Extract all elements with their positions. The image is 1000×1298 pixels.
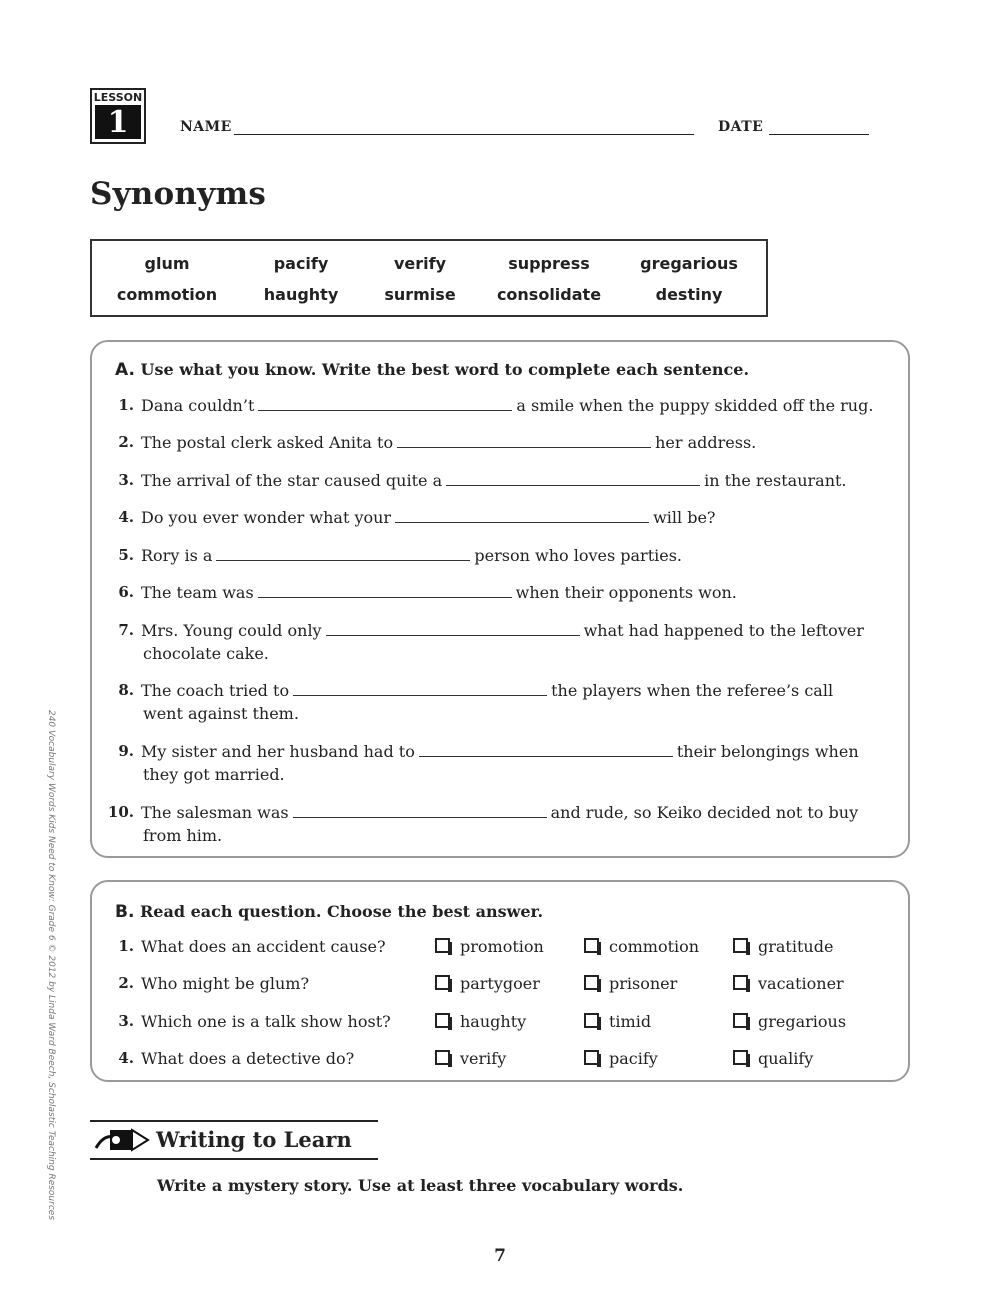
lesson-label: LESSON [93,91,143,104]
answer-option[interactable] [733,974,844,993]
question-number: 2. [118,974,134,992]
section-b-heading [115,902,543,922]
item-text-after: in the restaurant. [704,471,847,490]
item-text-before: The team was [141,583,254,602]
option-label: gratitude [758,937,834,956]
item-text-after: and rude, so Keiko decided not to buy [550,803,859,822]
word-bank-word: destiny [655,285,723,304]
option-label: promotion [460,937,544,956]
answer-option[interactable] [584,1049,658,1068]
answer-blank[interactable] [397,433,651,448]
section-a [90,340,910,858]
item-text-after: a smile when the puppy skidded off the rug. [516,396,874,415]
answer-blank[interactable] [216,546,470,561]
item-text-before: Rory is a [141,546,213,565]
item-text-after: person who loves parties. [474,546,683,565]
question-text: Which one is a talk show host? [141,1012,391,1031]
pen-writing-icon [92,1124,152,1156]
item-number: 1. [118,396,134,414]
item-text-before: Do you ever wonder what your [141,508,392,527]
answer-option[interactable] [733,937,833,956]
option-label: qualify [758,1049,814,1068]
checkbox[interactable] [435,1050,450,1065]
lesson-number: 1 [95,105,141,139]
item-number: 2. [118,433,134,451]
item-text-before: The postal clerk asked Anita to [141,433,394,452]
answer-blank[interactable] [293,803,547,818]
checkbox[interactable] [584,938,599,953]
word-bank-word: haughty [263,285,339,304]
answer-blank[interactable] [419,742,673,757]
copyright-text: 240 Vocabulary Words Kids Need to Know: Grade 6 © 2012 by Linda Ward Beech, Scholastic Teaching Resources [46,709,56,1221]
option-label: gregarious [758,1012,847,1031]
item-number: 3. [118,471,134,489]
answer-option[interactable] [584,974,677,993]
section-b [90,880,910,1082]
date-field[interactable] [769,134,869,135]
answer-blank[interactable] [326,621,580,636]
item-text-before: Mrs. Young could only [141,621,322,640]
lesson-badge [90,88,146,144]
item-text-continued: chocolate cake. [143,644,269,663]
item-text-after: will be? [653,508,716,527]
option-label: commotion [609,937,700,956]
name-field[interactable] [234,134,694,135]
question-number: 4. [118,1049,134,1067]
date-label: DATE [718,119,764,135]
name-label: NAME [180,119,232,135]
item-number: 10. [107,803,134,821]
option-label: prisoner [609,974,678,993]
item-text-after: their belongings when [676,742,859,761]
section-a-instruction: Use what you know. Write the best word to complete each sentence. [140,360,750,379]
question-number: 1. [118,937,134,955]
item-text-before: My sister and her husband had to [141,742,415,761]
page-number: 7 [494,1246,506,1266]
item-text-after: her address. [655,433,757,452]
word-bank-word: commotion [116,285,218,304]
word-bank-word: consolidate [496,285,602,304]
item-number: 4. [118,508,134,526]
item-text-continued: went against them. [143,704,299,723]
question-text: What does a detective do? [141,1049,355,1068]
checkbox[interactable] [435,1013,450,1028]
item-text-before: Dana couldn’t [141,396,255,415]
option-label: vacationer [758,974,844,993]
question-number: 3. [118,1012,134,1030]
checkbox[interactable] [435,938,450,953]
writing-to-learn-title: Writing to Learn [156,1127,352,1152]
answer-blank[interactable] [258,396,512,411]
answer-option[interactable] [733,1049,813,1068]
writing-header-rule-bottom [90,1158,378,1160]
item-text-after: what had happened to the leftover [583,621,864,640]
writing-prompt: Write a mystery story. Use at least three vocabulary words. [157,1176,684,1195]
answer-option[interactable] [435,974,540,993]
answer-blank[interactable] [258,583,512,598]
writing-header-rule-top [90,1120,378,1122]
item-number: 7. [118,621,134,639]
answer-option[interactable] [435,1012,526,1031]
answer-option[interactable] [733,1012,846,1031]
page-title: Synonyms [90,176,267,212]
option-label: pacify [609,1049,658,1068]
item-text-before: The arrival of the star caused quite a [141,471,443,490]
checkbox[interactable] [733,1013,748,1028]
word-bank-word: verify [393,254,447,273]
section-a-heading [115,360,749,380]
answer-blank[interactable] [293,681,547,696]
word-bank-word: pacify [273,254,329,273]
word-bank-word: suppress [508,254,590,273]
word-bank [90,239,768,317]
item-number: 8. [118,681,134,699]
question-text: What does an accident cause? [141,937,386,956]
copyright-sidebar [36,709,66,1221]
answer-blank[interactable] [395,508,649,523]
section-a-letter: A. [115,360,135,380]
option-label: partygoer [460,974,540,993]
checkbox[interactable] [733,975,748,990]
checkbox[interactable] [733,1050,748,1065]
item-number: 9. [118,742,134,760]
checkbox[interactable] [584,1013,599,1028]
checkbox[interactable] [733,938,748,953]
question-text: Who might be glum? [141,974,310,993]
item-text-continued: they got married. [143,765,285,784]
word-bank-word: surmise [384,285,456,304]
item-text-after: the players when the referee’s call [551,681,834,700]
item-number: 5. [118,546,134,564]
item-number: 6. [118,583,134,601]
option-label: timid [609,1012,652,1031]
option-label: haughty [460,1012,527,1031]
answer-blank[interactable] [446,471,700,486]
answer-option[interactable] [584,1012,651,1031]
section-b-letter: B. [115,902,135,922]
word-bank-word: glum [144,254,190,273]
section-b-instruction: Read each question. Choose the best answer. [140,902,544,921]
item-text-before: The coach tried to [141,681,290,700]
item-text-before: The salesman was [141,803,289,822]
checkbox[interactable] [584,1050,599,1065]
option-label: verify [460,1049,507,1068]
answer-option[interactable] [435,937,544,956]
answer-option[interactable] [435,1049,506,1068]
word-bank-word: gregarious [640,254,738,273]
checkbox[interactable] [584,975,599,990]
item-text-continued: from him. [143,826,223,845]
answer-option[interactable] [584,937,699,956]
item-text-after: when their opponents won. [515,583,737,602]
checkbox[interactable] [435,975,450,990]
